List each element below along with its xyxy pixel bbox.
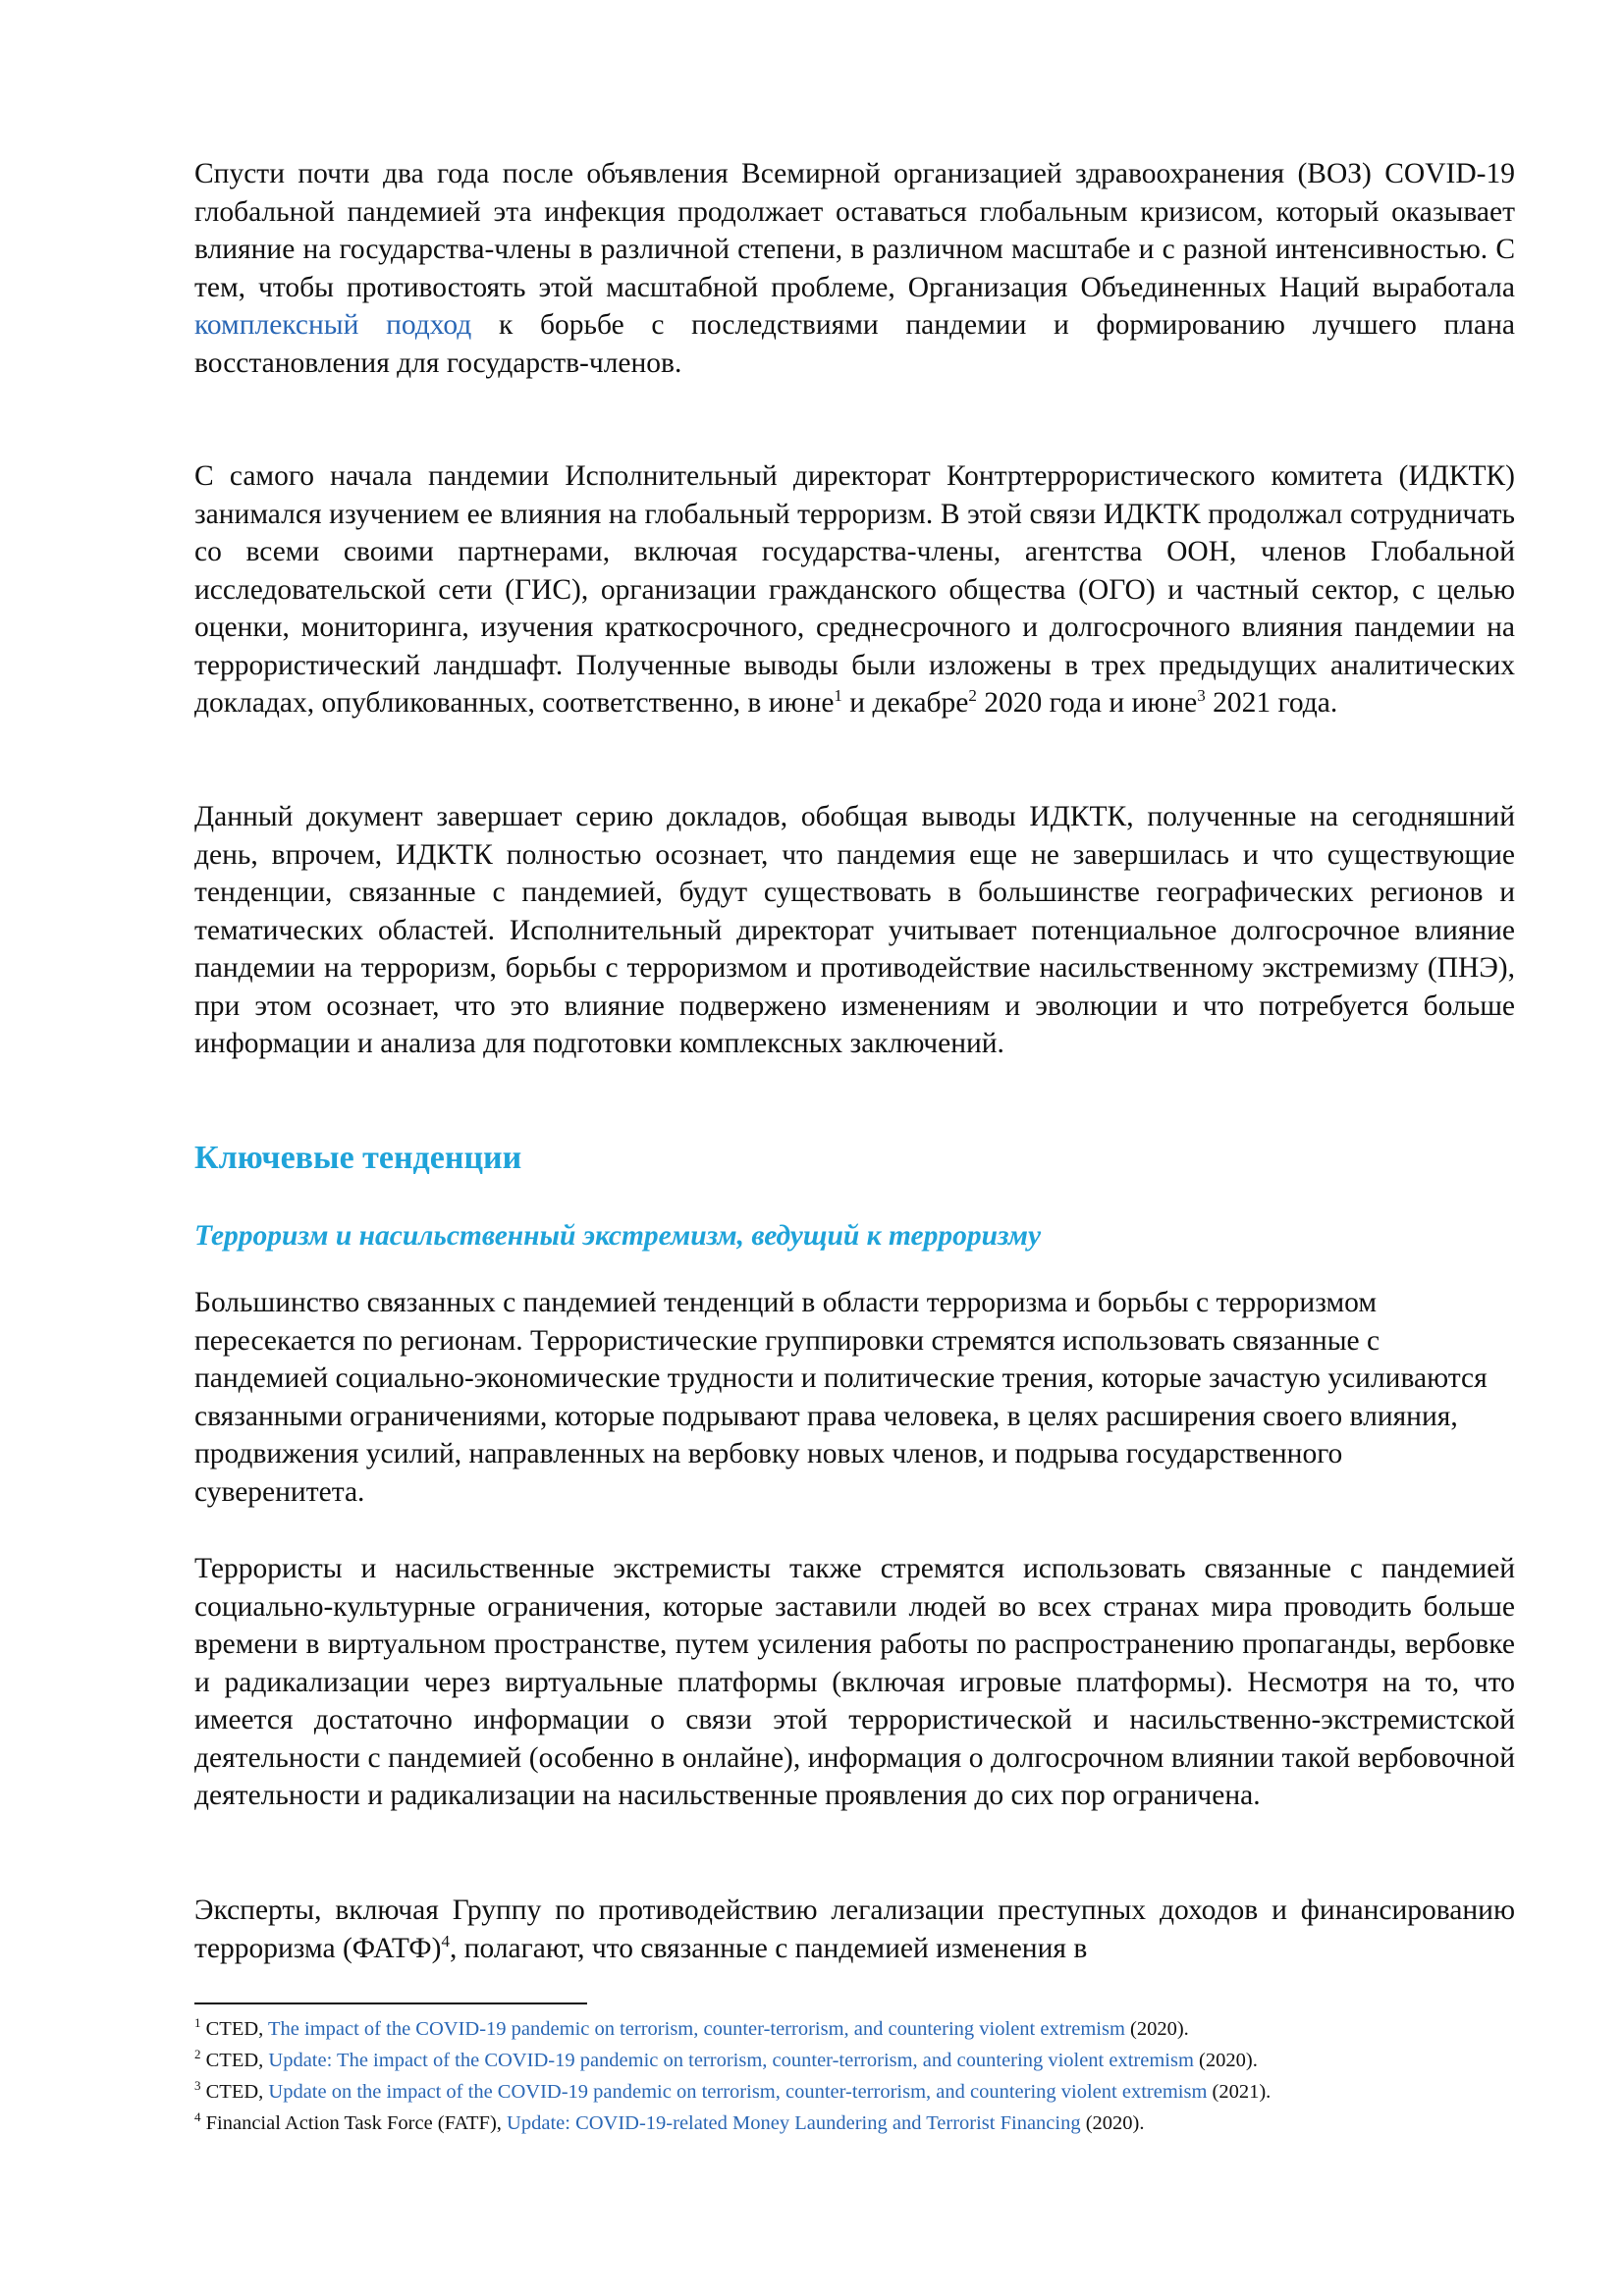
footnote-link[interactable]: The impact of the COVID-19 pandemic on terrorism, counter-terrorism, and countering violent extremism bbox=[268, 2018, 1125, 2040]
paragraph-cted-research-end: 2021 года. bbox=[1205, 687, 1338, 719]
footnote-link[interactable]: Update: The impact of the COVID-19 pandemic on terrorism, counter-terrorism, and countering violent extremism bbox=[268, 2050, 1194, 2071]
paragraph-intro bbox=[194, 155, 1515, 382]
section-heading-key-trends: Ключевые тенденции bbox=[194, 1140, 522, 1176]
paragraph-intro-text-b: к борьбе с последствиями пандемии и формированию лучшего плана восстановления для государств-членов. bbox=[194, 309, 1515, 379]
footnote-link[interactable]: Update: COVID-19-related Money Laundering and Terrorist Financing bbox=[507, 2112, 1081, 2134]
footnote-suffix: (2021). bbox=[1207, 2081, 1272, 2103]
paragraph-cted-research-text: С самого начала пандемии Исполнительный директорат Контртеррористического комитета (ИДКТК) занимался изучением ее влияния на глобальный терроризм. В этой связи ИДКТК продолжал сотрудничать со всеми своими партнерами, включая государства-члены, агентства ООН, членов Глобальной исследовательской сети (ГИС), организации гражданского общества (ОГО) и частный сектор, с целью оценки, мониторинга, изучения краткосрочного, среднесрочного и долгосрочного влияния пандемии на террористический ландшафт. Полученные выводы были изложены в трех предыдущих аналитических докладах, опубликованных, соответственно, в июне bbox=[194, 460, 1515, 719]
footnote-suffix: (2020). bbox=[1193, 2050, 1258, 2071]
footnote-number: 1 bbox=[194, 2015, 201, 2031]
link-comprehensive-approach[interactable]: комплексный подход bbox=[194, 309, 472, 341]
footnote-link[interactable]: Update on the impact of the COVID-19 pandemic on terrorism, counter-terrorism, and countering violent extremism bbox=[268, 2081, 1208, 2103]
footnote-ref-3[interactable]: 3 bbox=[1197, 686, 1206, 706]
paragraph-cted-research bbox=[194, 457, 1515, 722]
footnote-number: 4 bbox=[194, 2109, 201, 2125]
footnote-ref-2[interactable]: 2 bbox=[968, 686, 977, 706]
subsection-heading-terrorism: Терроризм и насильственный экстремизм, ведущий к терроризму bbox=[194, 1220, 1042, 1252]
paragraph-series-summary: Данный документ завершает серию докладов, обобщая выводы ИДКТК, полученные на сегодняшний день, впрочем, ИДКТК полностью осознает, что пандемия еще не завершилась и что существующие тенденции, связанные с пандемией, будут существовать в большинстве географических регионов и тематических областей. Исполнительный директорат учитывает потенциальное долгосрочное влияние пандемии на терроризм, борьбы с терроризмом и противодействие насильственному экстремизму (ПНЭ), при этом осознает, что это влияние подвержено изменениям и эволюции и что потребуется больше информации и анализа для подготовки комплексных заключений. bbox=[194, 801, 1515, 1059]
paragraph-cted-research-mid1: и декабре bbox=[841, 687, 969, 719]
footnote-suffix: (2020). bbox=[1124, 2018, 1189, 2040]
footnote-prefix: Financial Action Task Force (FATF), bbox=[200, 2112, 508, 2134]
paragraph-intro-text-a: Спусти почти два года после объявления Всемирной организацией здравоохранения (ВОЗ) COVID-19 глобальной пандемией эта инфекция продолжает оставаться глобальным кризисом, который оказывает влияние на государства-члены в различной степени, в различном масштабе и с разной интенсивностью. С тем, чтобы противостоять этой масштабной проблеме, Организация Объединенных Наций выработала bbox=[194, 158, 1515, 303]
footnote-2 bbox=[194, 2048, 1515, 2073]
footnote-4 bbox=[194, 2110, 1515, 2136]
footnote-3 bbox=[194, 2079, 1515, 2105]
paragraph-experts-fatf-text: Эксперты, включая Группу по противодействию легализации преступных доходов и финансированию терроризма (ФАТФ) bbox=[194, 1895, 1515, 1964]
paragraph-regional-trends: Большинство связанных с пандемией тенденций в области терроризма и борьбы с терроризмом пересекается по регионам. Террористические группировки стремятся использовать связанные с пандемией социально-экономические трудности и политические трения, которые зачастую усиливаются связанными ограничениями, которые подрывают права человека, в целях расширения своего влияния, продвижения усилий, направленных на вербовку новых членов, и подрыва государственного суверенитета. bbox=[194, 1287, 1488, 1508]
footnote-separator bbox=[194, 2002, 587, 2004]
footnote-1 bbox=[194, 2016, 1515, 2042]
paragraph-cted-research-mid2: 2020 года и июне bbox=[976, 687, 1198, 719]
footnote-prefix: CTED, bbox=[200, 2018, 269, 2040]
footnote-ref-4[interactable]: 4 bbox=[441, 1931, 450, 1950]
footnote-suffix: (2020). bbox=[1080, 2112, 1145, 2134]
paragraph-virtual-space: Террористы и насильственные экстремисты также стремятся использовать связанные с пандемией социально-культурные ограничения, которые заставили людей во всех странах мира проводить больше времени в виртуальном пространстве, путем усиления работы по распространению пропаганды, вербовке и радикализации через виртуальные платформы (включая игровые платформы). Несмотря на то, что имеется достаточно информации о связи этой террористической и насильственно-экстремистской деятельности с пандемией (особенно в онлайне), информация о долгосрочном влиянии такой вербовочной деятельности и радикализации на насильственные проявления до сих пор ограничена. bbox=[194, 1553, 1515, 1811]
footnote-ref-1[interactable]: 1 bbox=[834, 686, 842, 706]
paragraph-experts-fatf bbox=[194, 1892, 1515, 1967]
paragraph-experts-fatf-end: , полагают, что связанные с пандемией изменения в bbox=[449, 1932, 1088, 1964]
footnote-number: 2 bbox=[194, 2047, 201, 2062]
footnote-prefix: CTED, bbox=[200, 2050, 269, 2071]
footnote-number: 3 bbox=[194, 2078, 201, 2094]
footnote-prefix: CTED, bbox=[200, 2081, 269, 2103]
